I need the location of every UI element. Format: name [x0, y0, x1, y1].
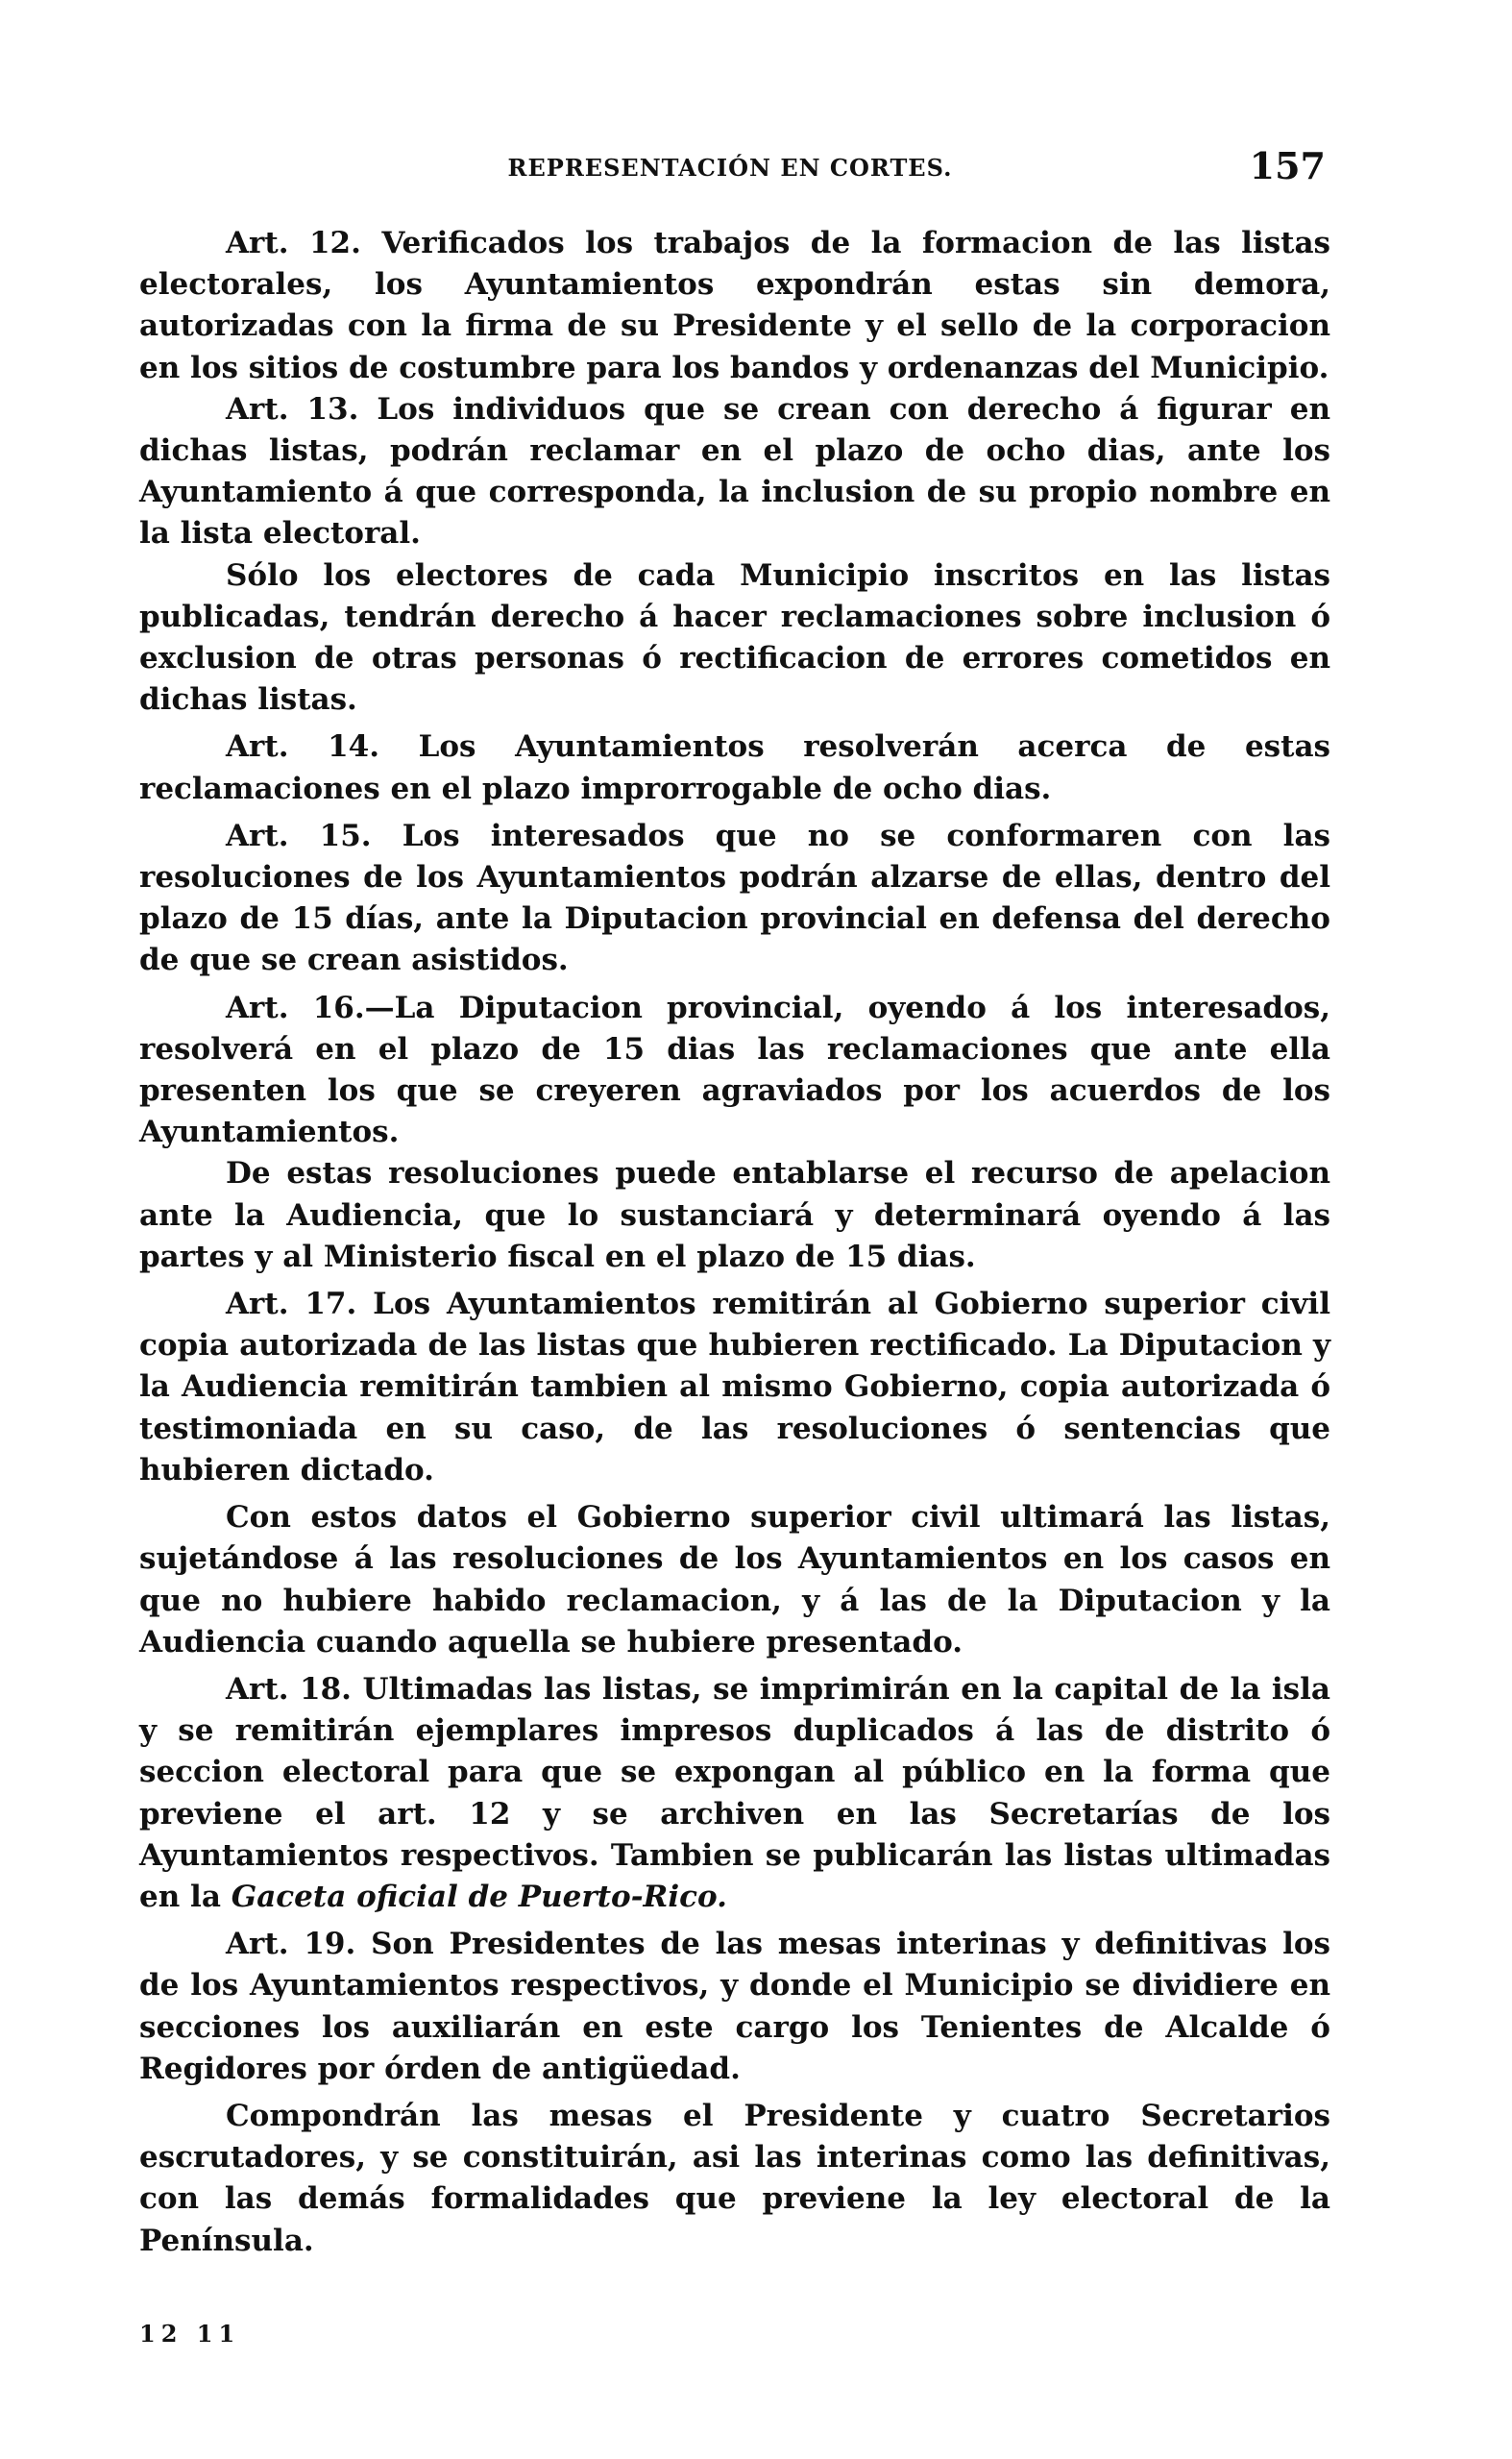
paragraph-art-13: Art. 13. Los individuos que se crean con derecho á figurar en dichas listas, podrán reclamar en el plazo de ocho dias, ante los Ayuntamiento á que corresponda, la inclusion de su propio nombre en la lista electoral.: [139, 391, 1330, 552]
signature-mark: 12 11: [139, 2320, 241, 2348]
body-text: [139, 223, 1330, 2262]
paragraph-art-19: Art. 19. Son Presidentes de las mesas interinas y definitivas los de los Ayuntamientos respectivos, y donde el Municipio se dividiere en secciones los auxiliarán en este cargo los Tenientes de Alcalde ó Regidores por órden de antigüedad.: [139, 1927, 1330, 2086]
gazette-title: Gaceta oficial de Puerto-Rico.: [231, 1879, 727, 1914]
paragraph-art-17-datos: Con estos datos el Gobierno superior civil ultimará las listas, sujetándose á las resoluciones de los Ayuntamientos en los casos en que no hubiere habido reclamacion, y á las de la Diputacion y la Audiencia cuando aquella se hubiere presentado.: [139, 1500, 1330, 1660]
running-head: [134, 144, 1326, 192]
paragraph-art-16: Art. 16.—La Diputacion provincial, oyendo á los interesados, resolverá en el plazo de 15 dias las reclamaciones que ante ella presenten los que se creyeren agraviados por los acuerdos de los Ayuntamientos.: [139, 990, 1330, 1150]
paragraph-art-18-text: Art. 18. Ultimadas las listas, se imprimirán en la capital de la isla y se remitirán ejemplares impresos duplicados á las de distrito ó seccion electoral para que se expongan al público en la forma que previene el art. 12 y se archiven en las Secretarías de los Ayuntamientos respectivos. Tambien se publicarán las listas ultimadas en la: [139, 1671, 1330, 1914]
paragraph-art-12: Art. 12. Verificados los trabajos de la formacion de las listas electorales, los Ayuntamientos expondrán estas sin demora, autorizadas con la firma de su Presidente y el sello de la corporacion en los sitios de costumbre para los bandos y ordenanzas del Municipio.: [139, 226, 1330, 385]
paragraph-art-19-mesas: Compondrán las mesas el Presidente y cuatro Secretarios escrutadores, y se constituirán, asi las interinas como las definitivas, con las demás formalidades que previene la ley electoral de la Península.: [139, 2098, 1330, 2258]
paragraph-art-13-electores: Sólo los electores de cada Municipio inscritos en las listas publicadas, tendrán derecho á hacer reclamaciones sobre inclusion ó exclusion de otras personas ó rectificacion de errores cometidos en dichas listas.: [139, 557, 1330, 718]
running-title: REPRESENTACIÓN EN CORTES.: [507, 154, 953, 182]
paragraph-art-15: Art. 15. Los interesados que no se conformaren con las resoluciones de los Ayuntamientos podrán alzarse de ellas, dentro del plazo de 15 días, ante la Diputacion provincial en defensa del derecho de que se crean asistidos.: [139, 818, 1330, 978]
paragraph-art-14: Art. 14. Los Ayuntamientos resolverán acerca de estas reclamaciones en el plazo improrrogable de ocho dias.: [139, 729, 1330, 806]
paragraph-art-18: [139, 1669, 1330, 1918]
page-number: 157: [1249, 144, 1326, 187]
paragraph-art-17: Art. 17. Los Ayuntamientos remitirán al Gobierno superior civil copia autorizada de las listas que hubieren rectificado. La Diputacion y la Audiencia remitirán tambien al mismo Gobierno, copia autorizada ó testimoniada en su caso, de las resoluciones ó sentencias que hubieren dictado.: [139, 1287, 1330, 1488]
paragraph-art-16-apelacion: De estas resoluciones puede entablarse el recurso de apelacion ante la Audiencia, que lo sustanciará y determinará oyendo á las partes y al Ministerio fiscal en el plazo de 15 dias.: [139, 1156, 1330, 1274]
